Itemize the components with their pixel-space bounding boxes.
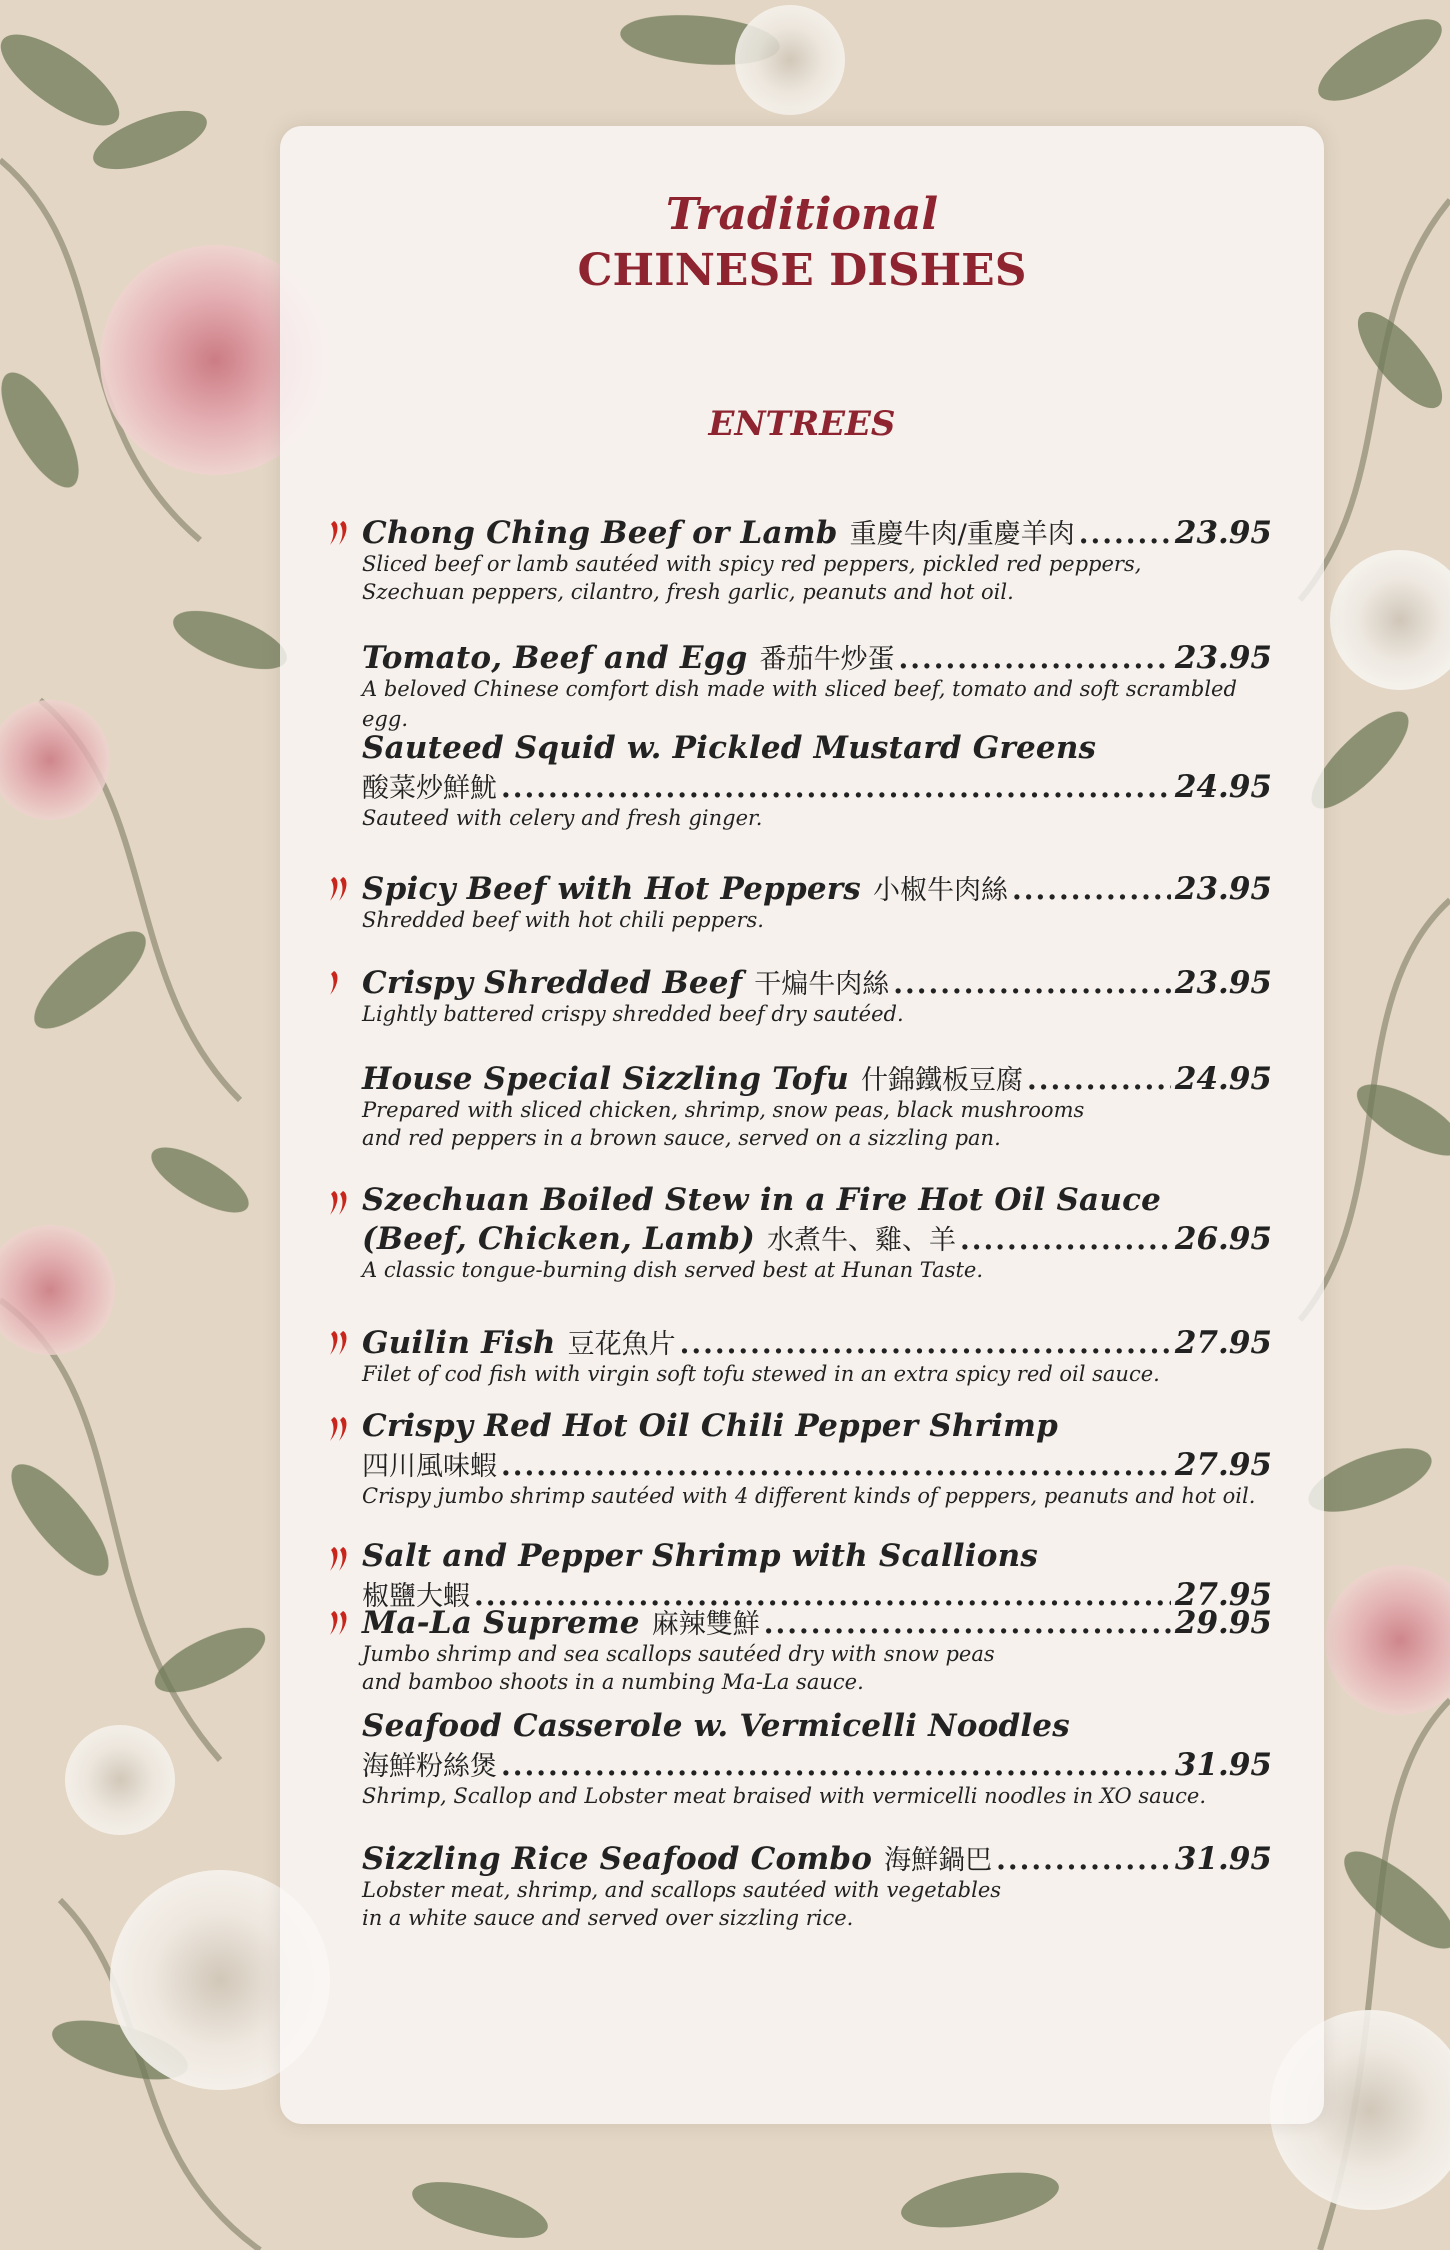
item-name: Tomato, Beef and Egg bbox=[362, 640, 748, 676]
menu-item bbox=[362, 962, 1272, 1029]
menu-item bbox=[362, 868, 1272, 935]
item-name: Salt and Pepper Shrimp with Scallions bbox=[362, 1538, 1039, 1574]
item-price: 29.95 bbox=[1174, 1605, 1272, 1641]
section-heading: ENTREES bbox=[708, 404, 896, 444]
item-chinese-name: 椒鹽大蝦 bbox=[362, 1581, 470, 1612]
item-description: Sauteed with celery and fresh ginger. bbox=[362, 806, 763, 830]
item-name: Chong Ching Beef or Lamb bbox=[362, 515, 838, 551]
menu-item bbox=[362, 512, 1272, 607]
menu-item bbox=[362, 1602, 1272, 1697]
item-description: Shredded beef with hot chili peppers. bbox=[362, 908, 764, 932]
item-price: 31.95 bbox=[1174, 1841, 1272, 1877]
chili-pepper-icon bbox=[326, 1188, 352, 1218]
leader-dots bbox=[1079, 517, 1171, 550]
item-name: Seafood Casserole w. Vermicelli Noodles bbox=[362, 1708, 1070, 1744]
item-name: Ma-La Supreme bbox=[362, 1605, 640, 1641]
item-price: 23.95 bbox=[1174, 871, 1272, 907]
item-chinese-name: 海鮮粉絲煲 bbox=[362, 1751, 497, 1782]
item-name: Sauteed Squid w. Pickled Mustard Greens bbox=[362, 730, 1097, 766]
menu-item bbox=[362, 637, 1272, 734]
item-chinese-name: 海鮮鍋巴 bbox=[884, 1845, 993, 1876]
item-name: House Special Sizzling Tofu bbox=[362, 1061, 849, 1097]
item-description: Lobster meat, shrimp, and scallops sautéed with vegetables bbox=[362, 1878, 1002, 1902]
menu-item bbox=[362, 730, 1272, 833]
leader-dots bbox=[1012, 873, 1171, 906]
leader-dots bbox=[899, 642, 1171, 675]
leader-dots bbox=[960, 1223, 1171, 1256]
leader-dots bbox=[680, 1327, 1171, 1360]
chili-pepper-icon bbox=[326, 1328, 352, 1358]
item-description: Prepared with sliced chicken, shrimp, snow peas, black mushrooms bbox=[362, 1098, 1085, 1122]
item-chinese-name: 酸菜炒鮮魷 bbox=[362, 773, 497, 804]
item-description: Szechuan peppers, cilantro, fresh garlic, peanuts and hot oil. bbox=[362, 580, 1014, 604]
item-price: 27.95 bbox=[1174, 1325, 1272, 1361]
item-chinese-name: 干煸牛肉絲 bbox=[754, 969, 890, 1000]
item-chinese-name: 什錦鐵板豆腐 bbox=[860, 1065, 1023, 1096]
chili-pepper-icon bbox=[326, 874, 352, 904]
item-price: 23.95 bbox=[1174, 965, 1272, 1001]
item-price: 26.95 bbox=[1174, 1221, 1272, 1257]
chili-pepper-icon bbox=[326, 1544, 352, 1574]
item-chinese-name: 四川風味蝦 bbox=[362, 1451, 497, 1482]
item-chinese-name: 番茄牛炒蛋 bbox=[759, 644, 895, 675]
item-name: Crispy Shredded Beef bbox=[362, 965, 743, 1001]
item-description: A classic tongue-burning dish served best at Hunan Taste. bbox=[362, 1258, 984, 1282]
leader-dots bbox=[996, 1843, 1171, 1876]
item-description: and red peppers in a brown sauce, served on a sizzling pan. bbox=[362, 1126, 1001, 1150]
item-description: Shrimp, Scallop and Lobster meat braised with vermicelli noodles in XO sauce. bbox=[362, 1784, 1207, 1808]
item-price: 23.95 bbox=[1174, 515, 1272, 551]
item-description: in a white sauce and served over sizzling rice. bbox=[362, 1906, 854, 1930]
chili-pepper-icon bbox=[326, 518, 352, 548]
item-name: Guilin Fish bbox=[362, 1325, 556, 1361]
menu-item bbox=[362, 1182, 1272, 1285]
item-price: 24.95 bbox=[1174, 1061, 1272, 1097]
item-price: 27.95 bbox=[1174, 1577, 1272, 1613]
item-description: Lightly battered crispy shredded beef dry sautéed. bbox=[362, 1002, 904, 1026]
menu-title-line1: Traditional bbox=[665, 189, 939, 240]
item-description: Crispy jumbo shrimp sautéed with 4 different kinds of peppers, peanuts and hot oil. bbox=[362, 1484, 1256, 1508]
item-description: and bamboo shoots in a numbing Ma-La sauce. bbox=[362, 1670, 864, 1694]
chili-pepper-icon bbox=[326, 1608, 352, 1638]
item-price: 23.95 bbox=[1174, 640, 1272, 676]
item-description: Filet of cod fish with virgin soft tofu stewed in an extra spicy red oil sauce. bbox=[362, 1362, 1160, 1386]
item-description: Jumbo shrimp and sea scallops sautéed dry with snow peas bbox=[362, 1642, 995, 1666]
item-chinese-name: 水煮牛、雞、羊 bbox=[766, 1225, 956, 1256]
menu-item bbox=[362, 1838, 1272, 1933]
item-name-cont: (Beef, Chicken, Lamb) bbox=[362, 1221, 755, 1257]
menu-title-line2: CHINESE DISHES bbox=[577, 245, 1027, 296]
menu-item bbox=[362, 1408, 1272, 1511]
chili-pepper-icon bbox=[326, 1414, 352, 1444]
item-name: Szechuan Boiled Stew in a Fire Hot Oil Sauce bbox=[362, 1182, 1162, 1218]
item-description: Sliced beef or lamb sautéed with spicy red peppers, pickled red peppers, bbox=[362, 552, 1142, 576]
leader-dots bbox=[501, 1749, 1171, 1782]
menu-item bbox=[362, 1708, 1272, 1811]
leader-dots bbox=[1027, 1063, 1171, 1096]
item-chinese-name: 豆花魚片 bbox=[567, 1329, 676, 1360]
leader-dots bbox=[501, 771, 1171, 804]
item-name: Spicy Beef with Hot Peppers bbox=[362, 871, 861, 907]
item-description: A beloved Chinese comfort dish made with sliced beef, tomato and soft scrambled egg. bbox=[362, 677, 1237, 731]
item-price: 24.95 bbox=[1174, 769, 1272, 805]
leader-dots bbox=[893, 967, 1171, 1000]
item-price: 31.95 bbox=[1174, 1747, 1272, 1783]
menu-item bbox=[362, 1322, 1272, 1389]
item-price: 27.95 bbox=[1174, 1447, 1272, 1483]
item-chinese-name: 小椒牛肉絲 bbox=[872, 875, 1008, 906]
item-name: Sizzling Rice Seafood Combo bbox=[362, 1841, 873, 1877]
item-name: Crispy Red Hot Oil Chili Pepper Shrimp bbox=[362, 1408, 1058, 1444]
item-chinese-name: 重慶牛肉/重慶羊肉 bbox=[849, 519, 1075, 550]
leader-dots bbox=[501, 1449, 1171, 1482]
menu-item bbox=[362, 1058, 1272, 1153]
chili-pepper-icon bbox=[326, 968, 352, 998]
item-chinese-name: 麻辣雙鮮 bbox=[651, 1609, 760, 1640]
leader-dots bbox=[764, 1607, 1171, 1640]
